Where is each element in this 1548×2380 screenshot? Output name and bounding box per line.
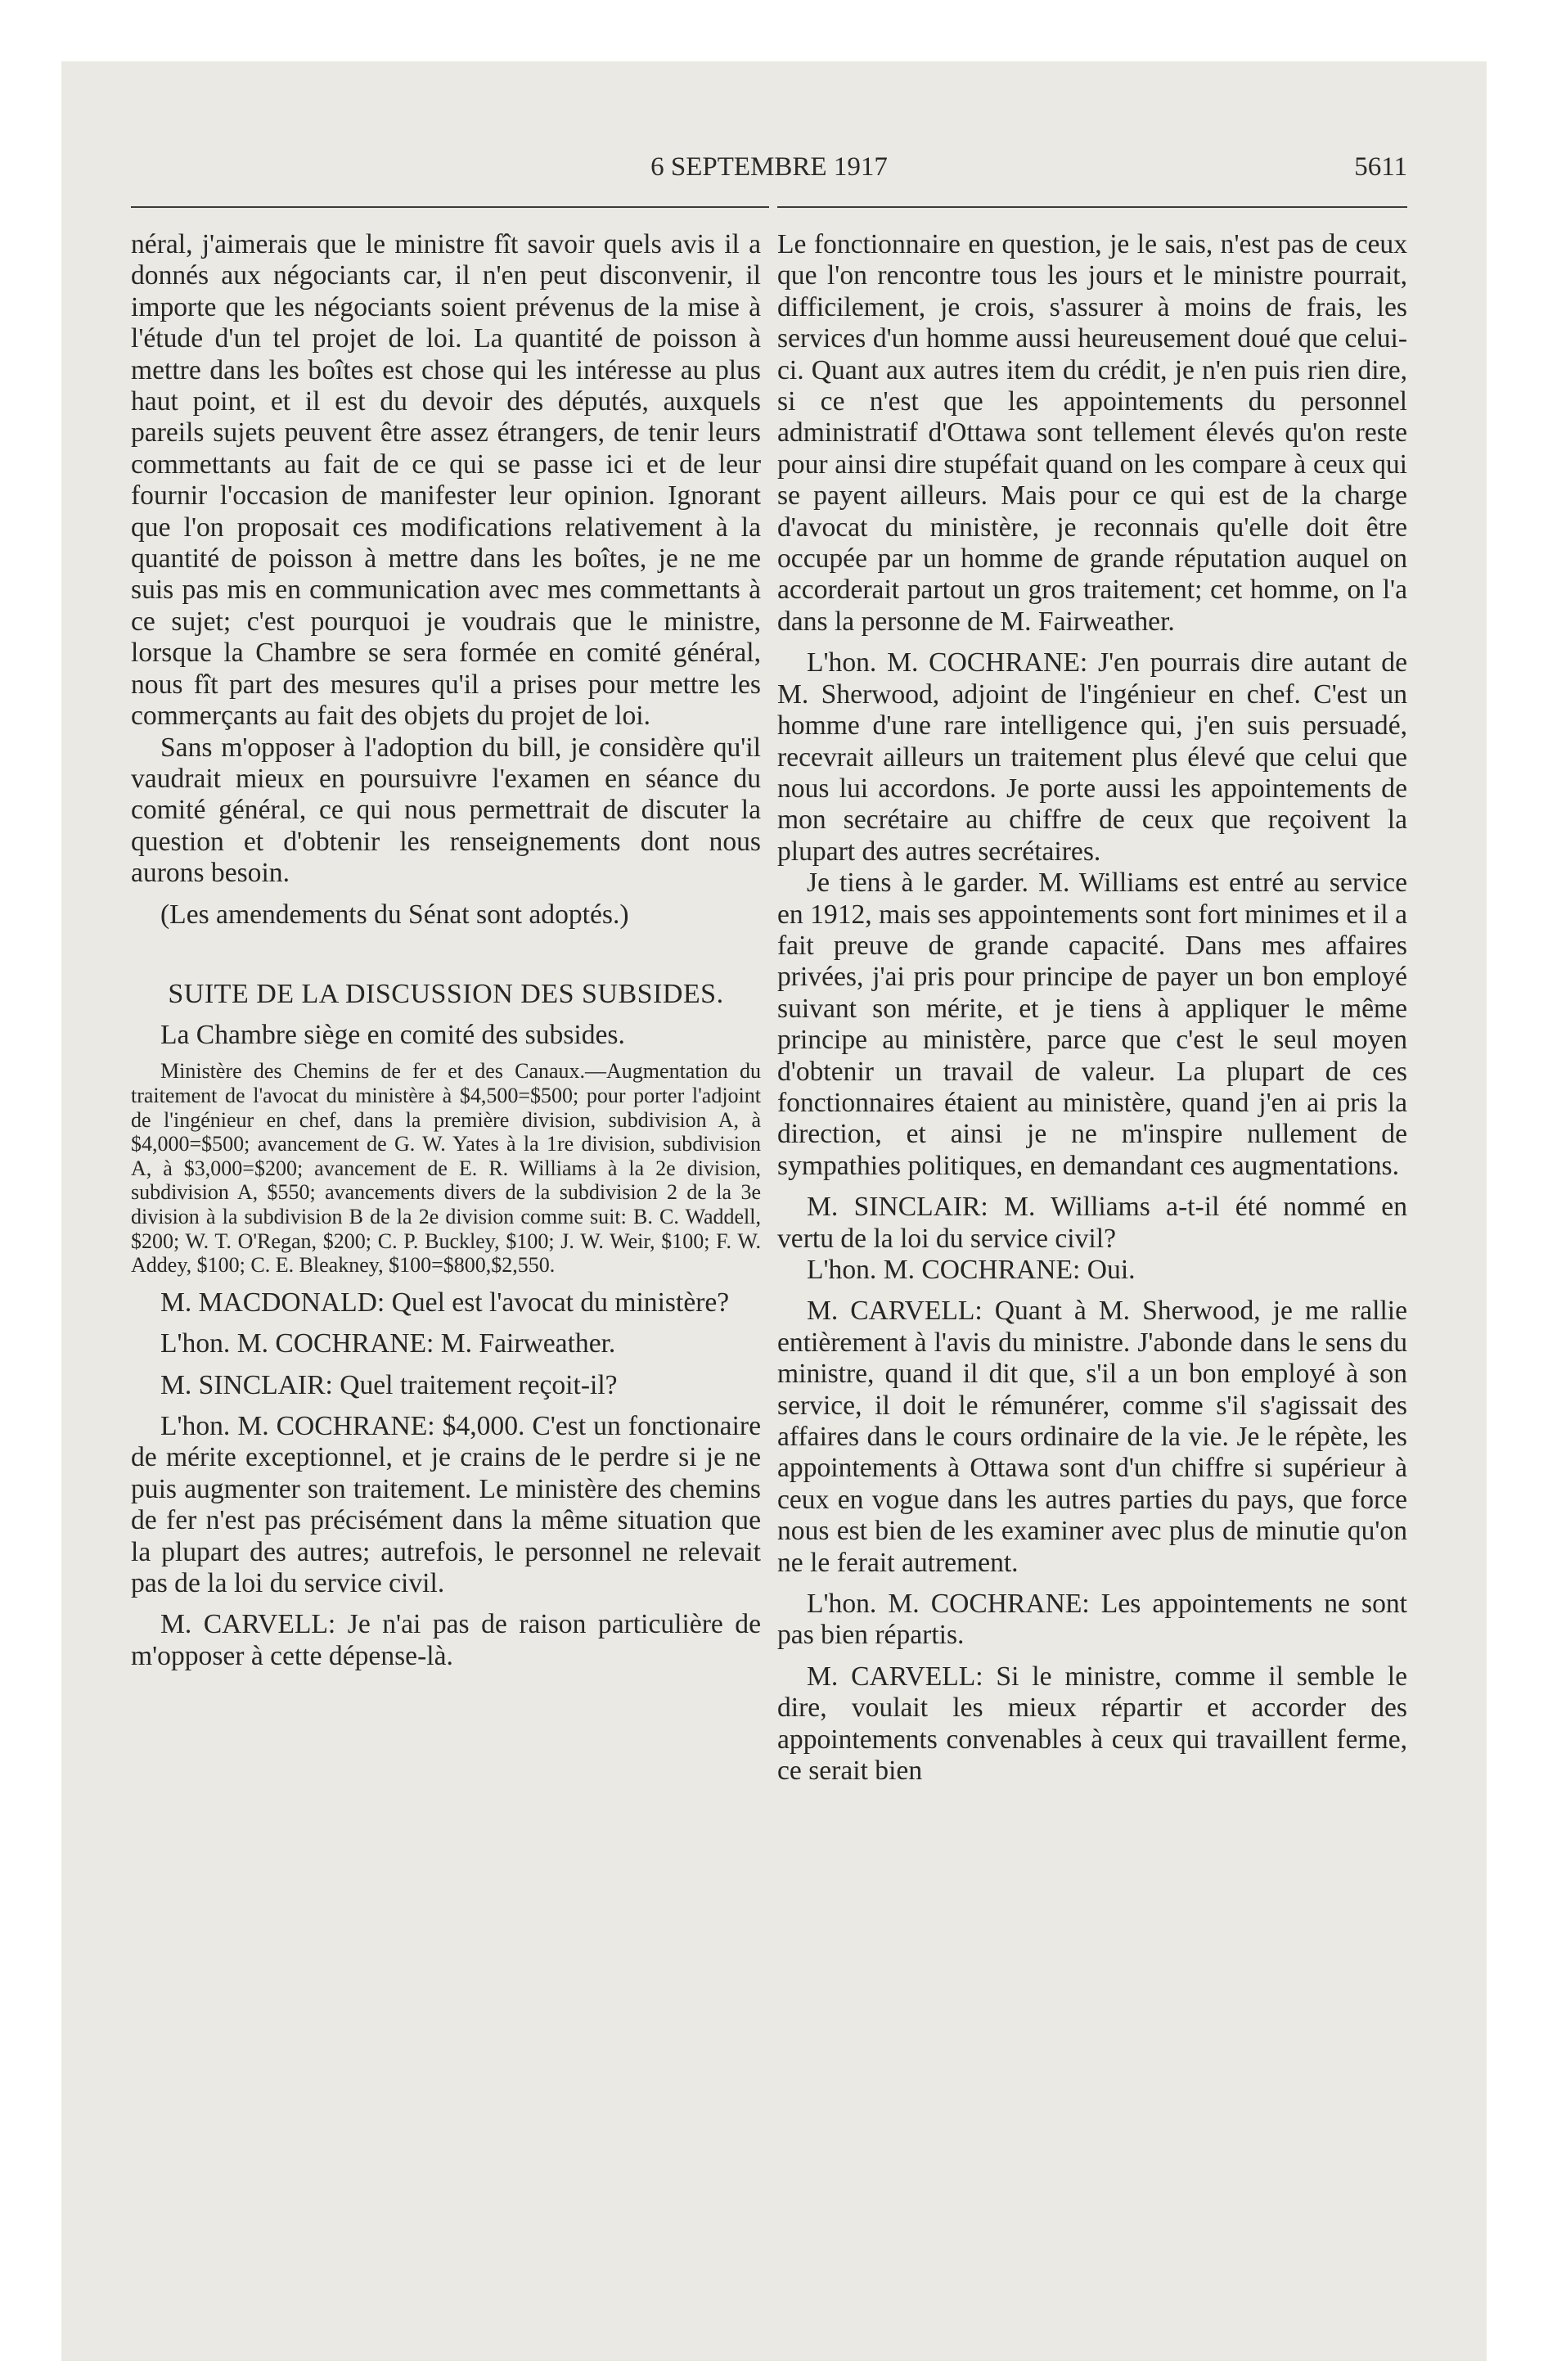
paragraph: Le fonctionnaire en question, je le sais, n'est pas de ceux que l'on rencontre tous les jours et le ministre pourrait, difficilement, je crois, s'assurer à moins de frais, les services d'un homme aussi heureusement doué que celui-ci. Quant aux autres item du crédit, je n'en puis rien dire, si ce n'est que les appointements du personnel administratif d'Ottawa sont tellement élevés qu'on reste pour ainsi dire stupéfait quand on les compare à ceux qui se payent ailleurs. Mais pour ce qui est de la charge d'avocat du ministère, je reconnais qu'elle doit être occupée par un homme de grande réputation auquel on accorderait partout un gros traitement; cet homme, on l'a dans la personne de M. Fairweather. [777,229,1407,637]
paragraph: Sans m'opposer à l'adoption du bill, je considère qu'il vaudrait mieux en poursuivre l'examen en séance du comité général, ce qui nous permettrait de discuter la question et d'obtenir les renseignements dont nous aurons besoin. [131,732,761,889]
paragraph: La Chambre siège en comité des subsides. [160,1019,625,1050]
paragraph: L'hon. M. COCHRANE: $4,000. C'est un fonctionaire de mérite exceptionnel, et je crains de le perdre si je ne puis augmenter son traitement. Le ministère des chemins de fer n'est pas précisément dans la même situation que la plupart des autres; autrefois, le personnel ne relevait pas de la loi du service civil. [131,1410,761,1598]
header-date: 6 SEPTEMBRE 1917 [650,152,888,182]
left-column [131,229,761,1672]
paragraph: M. SINCLAIR: Quel traitement reçoit-il? [160,1369,618,1400]
paragraph: L'hon. M. COCHRANE: M. Fairweather. [160,1328,616,1359]
paragraph: M. CARVELL: Si le ministre, comme il semble le dire, voulait les mieux répartir et accorder des appointements convenables à ceux qui travaillent ferme, ce serait bien [777,1661,1407,1787]
right-column [777,229,1407,1787]
paragraph: L'hon. M. COCHRANE: Les appointements ne sont pas bien répartis. [777,1589,1407,1651]
estimates-item: Ministère des Chemins de fer et des Canaux.—Augmentation du traitement de l'avocat du ministère à $4,500=$500; pour porter l'adjoint de l'ingénieur en chef, dans la première division, subdivision A, à $4,000=$500; avancement de G. W. Yates à la 1re division, subdivision A, à $3,000=$200; avancement de E. R. Williams à la 2e division, subdivision A, $550; avancements divers de la subdivision 2 de la 3e division à la subdivision B de la 2e division comme suit: B. C. Waddell, $200; W. T. O'Regan, $200; C. P. Buckley, $100; J. W. Weir, $100; F. W. Addey, $100; C. E. Bleakney, $100=$800,$2,550. [131,1059,761,1278]
page-number: 5611 [1354,152,1407,182]
paragraph: L'hon. M. COCHRANE: J'en pourrais dire autant de M. Sherwood, adjoint de l'ingénieur en chef. C'est un homme d'une rare intelligence qui, j'en suis persuadé, recevrait ailleurs un traitement plus élevé que celui que nous lui accordons. Je porte aussi les appointements de mon secrétaire au chiffre de ceux que reçoivent la plupart des autres secrétaires. [777,647,1407,867]
section-title: SUITE DE LA DISCUSSION DES SUBSIDES. [168,978,724,1009]
header-rule-right [777,206,1407,208]
paragraph: Je tiens à le garder. M. Williams est entré au service en 1912, mais ses appointements sont fort minimes et il a fait preuve de grande capacité. Dans mes affaires privées, j'ai pris pour principe de payer un bon employé suivant son mérite, et je tiens à appliquer le même principe au ministère, parce que c'est le seul moyen d'obtenir un travail de valeur. La plupart de ces fonctionnaires étaient au ministère, quand j'en ai pris la direction, et ainsi je ne m'inspire nullement de sympathies politiques, en demandant ces augmentations. [777,868,1407,1181]
paragraph: M. MACDONALD: Quel est l'avocat du ministère? [160,1287,730,1318]
paragraph: néral, j'aimerais que le ministre fît savoir quels avis il a donnés aux négociants car, il n'en peut disconvenir, il importe que les négociants soient prévenus de la mise à l'étude d'un tel projet de loi. La quantité de poisson à mettre dans les boîtes est chose qui les intéresse au plus haut point, et il est du devoir des députés, auxquels pareils sujets peuvent être assez étrangers, de tenir leurs commettants au fait de ce qui se passe ici et de leur fournir l'occasion de manifester leur opinion. Ignorant que l'on proposait ces modifications relativement à la quantité de poisson à mettre dans les boîtes, je ne me suis pas mis en communication avec mes commettants à ce sujet; c'est pourquoi je voudrais que le ministre, lorsque la Chambre se sera formée en comité général, nous fît part des mesures qu'il a prises pour mettre les commerçants au fait des objets du projet de loi. [131,229,761,732]
page-header [131,152,1407,185]
paragraph: L'hon. M. COCHRANE: Oui. [807,1255,1136,1285]
paragraph: (Les amendements du Sénat sont adoptés.) [160,899,629,930]
paragraph: M. SINCLAIR: M. Williams a-t-il été nommé en vertu de la loi du service civil? [777,1192,1407,1254]
header-rule-left [131,206,769,208]
paragraph: M. CARVELL: Je n'ai pas de raison particulière de m'opposer à cette dépense-là. [131,1609,761,1671]
paragraph: M. CARVELL: Quant à M. Sherwood, je me rallie entièrement à l'avis du ministre. J'abonde dans le sens du ministre, quand il dit que, s'il a un bon employé à son service, il doit le rémunérer, comme s'il s'agissait des affaires dans le cours ordinaire de la vie. Je le répète, les appointements à Ottawa sont d'un chiffre si supérieur à ceux en vogue dans les autres parties du pays, que force nous est bien de les examiner avec plus de minutie qu'on ne le ferait autrement. [777,1296,1407,1578]
